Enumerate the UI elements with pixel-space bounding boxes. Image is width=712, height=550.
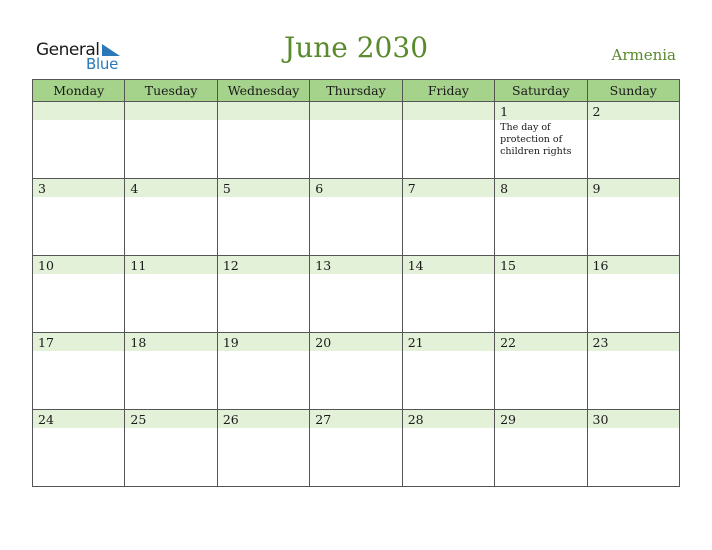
day-number: 22 (500, 335, 517, 350)
day-cell (310, 256, 402, 333)
day-cell (402, 410, 494, 487)
day-cell (217, 256, 309, 333)
day-cell (402, 102, 494, 179)
day-number: 29 (500, 412, 517, 427)
day-number: 12 (222, 258, 239, 273)
day-cell (587, 333, 679, 410)
day-cell (587, 410, 679, 487)
day-number: 6 (315, 181, 324, 196)
day-cell (33, 102, 125, 179)
day-cell (217, 410, 309, 487)
day-number: 27 (315, 412, 332, 427)
day-number: 10 (38, 258, 54, 273)
day-number: 25 (130, 412, 147, 427)
day-number: 7 (407, 181, 416, 196)
day-number: 13 (315, 258, 332, 273)
holiday-event: The day of protection of children rights (500, 122, 572, 157)
week-row (33, 256, 680, 333)
weekday-header: Saturday (495, 80, 587, 102)
weekday-header: Tuesday (125, 80, 217, 102)
day-cell (495, 102, 587, 179)
day-cell (33, 179, 125, 256)
day-cell (33, 333, 125, 410)
day-cell (125, 179, 217, 256)
calendar-title: June 2030 (283, 31, 429, 64)
weekday-header: Wednesday (217, 80, 309, 102)
day-number-band (218, 179, 309, 197)
day-number: 23 (592, 335, 609, 350)
day-cell (125, 256, 217, 333)
day-cell (587, 102, 679, 179)
day-number: 3 (38, 181, 46, 196)
day-number: 2 (592, 104, 601, 119)
day-number: 30 (592, 412, 609, 427)
day-cell (125, 333, 217, 410)
country-label: Armenia (611, 46, 676, 64)
day-number: 9 (592, 181, 601, 196)
day-cell (33, 410, 125, 487)
day-number: 18 (130, 335, 147, 350)
day-number-band (125, 179, 216, 197)
day-number: 20 (315, 335, 332, 350)
weekday-header: Thursday (310, 80, 402, 102)
day-number: 15 (500, 258, 517, 273)
day-cell (217, 333, 309, 410)
day-cell (217, 102, 309, 179)
logo-text-blue: Blue (86, 55, 118, 73)
day-cell (495, 179, 587, 256)
day-cell (402, 256, 494, 333)
day-number: 19 (222, 335, 239, 350)
day-cell (495, 256, 587, 333)
day-number-band (125, 102, 216, 120)
day-number-band (588, 179, 679, 197)
day-number: 21 (407, 335, 424, 350)
day-number: 28 (407, 412, 424, 427)
day-number: 24 (38, 412, 54, 427)
logo-text-general: General (36, 40, 100, 60)
day-number: 26 (222, 412, 239, 427)
day-number-band (218, 102, 309, 120)
day-number: 17 (38, 335, 54, 350)
day-number: 16 (592, 258, 609, 273)
day-number: 5 (222, 181, 231, 196)
day-number-band (495, 179, 586, 197)
weekday-header-row (33, 80, 680, 102)
day-number-band (310, 102, 401, 120)
day-number: 14 (407, 258, 424, 273)
day-number: 8 (500, 181, 509, 196)
weekday-header: Friday (402, 80, 494, 102)
week-row (33, 179, 680, 256)
day-cell (310, 410, 402, 487)
weekday-header: Monday (33, 80, 125, 102)
calendar-grid (32, 79, 680, 487)
day-cell (310, 333, 402, 410)
day-number: 11 (130, 258, 147, 273)
week-row (33, 333, 680, 410)
day-cell (587, 256, 679, 333)
day-number-band (33, 102, 124, 120)
day-number-band (33, 179, 124, 197)
day-cell (125, 102, 217, 179)
week-row (33, 102, 680, 179)
day-cell (402, 333, 494, 410)
day-cell (310, 179, 402, 256)
day-cell (310, 102, 402, 179)
day-number-band (588, 102, 679, 120)
weekday-header: Sunday (587, 80, 679, 102)
day-cell (402, 179, 494, 256)
day-cell (495, 333, 587, 410)
day-number-band (310, 179, 401, 197)
week-row (33, 410, 680, 487)
day-number-band (403, 179, 494, 197)
day-cell (217, 179, 309, 256)
day-cell (495, 410, 587, 487)
day-cell (587, 179, 679, 256)
day-number-band (403, 102, 494, 120)
day-number: 1 (500, 104, 509, 119)
day-number: 4 (130, 181, 139, 196)
day-cell (33, 256, 125, 333)
day-number-band (495, 102, 586, 120)
day-cell (125, 410, 217, 487)
